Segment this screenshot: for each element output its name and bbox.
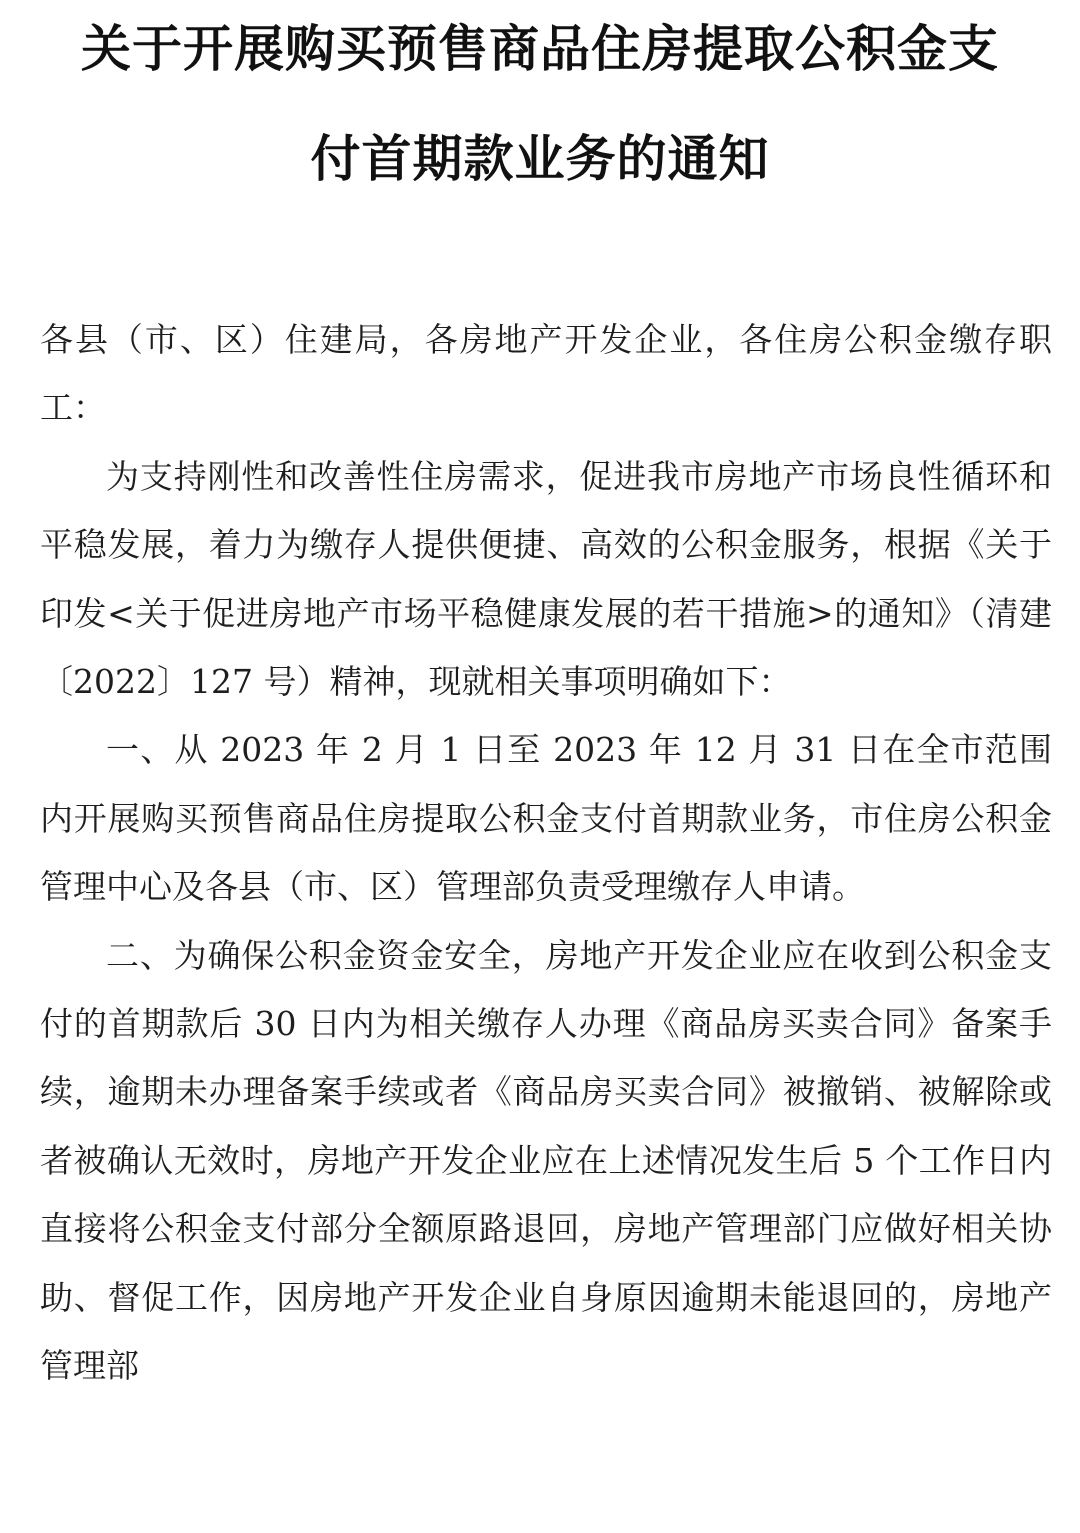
paragraph-item-two: 二、为确保公积金资金安全，房地产开发企业应在收到公积金支付的首期款后 30 日内为相关缴存人办理《商品房买卖合同》备案手续，逾期未办理备案手续或者《商品房买卖合同》被撤销、被解除或者被确认无效时，房地产开发企业应在上述情况发生后 5 个工作日内直接将公积金支付部分全额原路退回，房地产管理部门应做好相关协助、督促工作，因房地产开发企业自身原因逾期未能退回的，房地产管理部 (40, 935, 1052, 1386)
document-title-line-1: 关于开展购买预售商品住房提取公积金支 (81, 20, 999, 78)
salutation: 各县（市、区）住建局，各房地产开发企业，各住房公积金缴存职工： (40, 320, 1052, 428)
paragraph-item-one: 一、从 2023 年 2 月 1 日至 2023 年 12 月 31 日在全市范围内开展购买预售商品住房提取公积金支付首期款业务，市住房公积金管理中心及各县（市、区）管理部负责受理缴存人申请。 (40, 730, 1052, 907)
document-body (40, 306, 1052, 1401)
paragraph-intro: 为支持刚性和改善性住房需求，促进我市房地产市场良性循环和平稳发展，着力为缴存人提供便捷、高效的公积金服务，根据《关于印发<关于促进房地产市场平稳健康发展的若干措施>的通知》（清建〔2022〕127 号）精神，现就相关事项明确如下： (40, 456, 1052, 702)
document-title-line-2: 付首期款业务的通知 (310, 130, 770, 188)
